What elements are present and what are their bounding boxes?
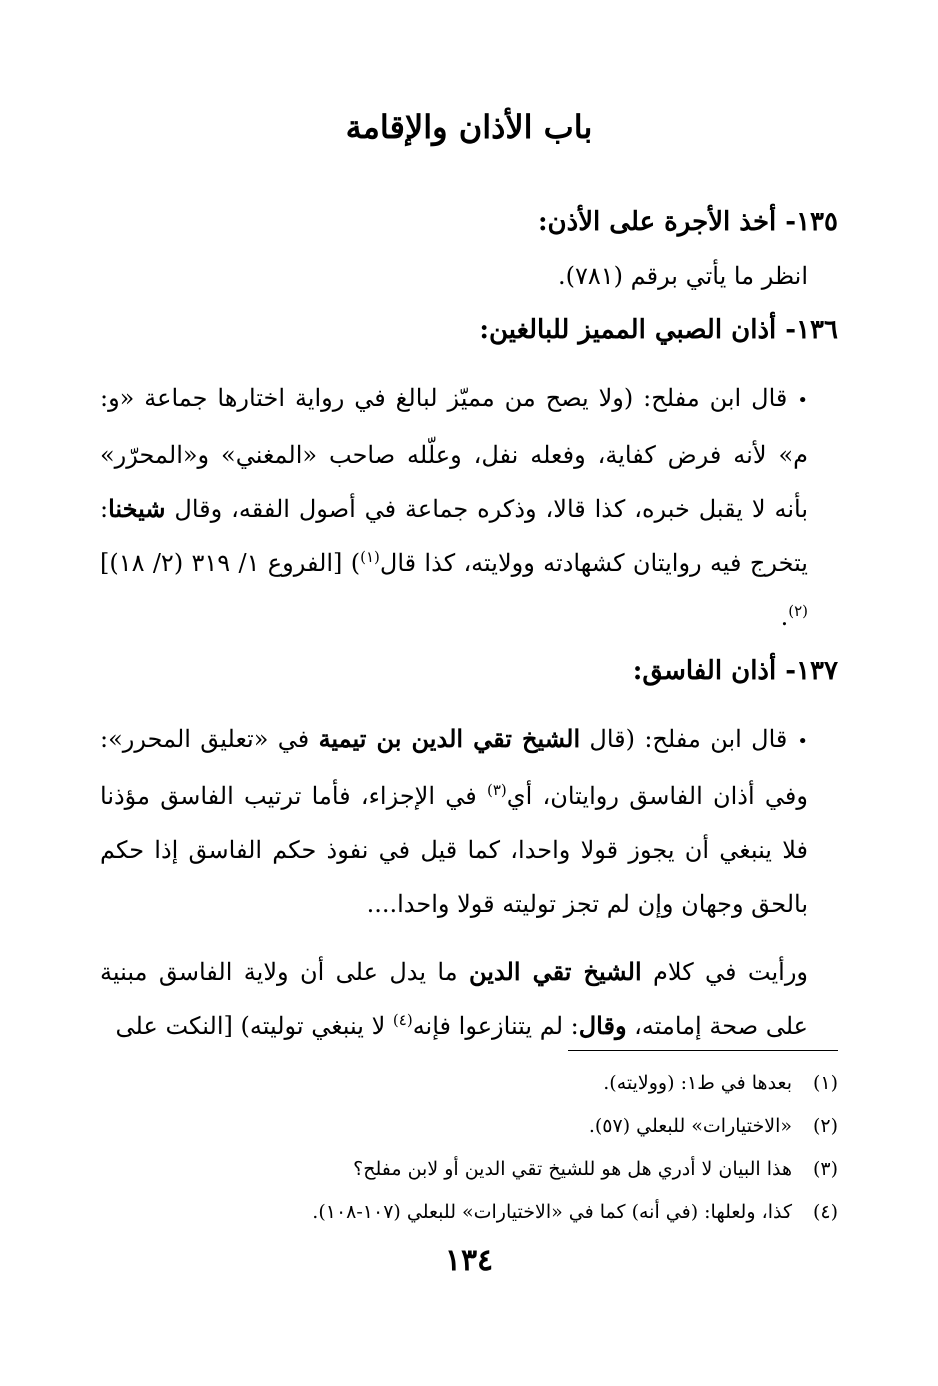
footnote-text: كذا، ولعلها: (في أنه) كما في «الاختيارات» للبعلي (١٠٧-١٠٨). <box>312 1201 792 1223</box>
footnote-item <box>100 1105 838 1148</box>
bold-term: وقال <box>578 1011 627 1040</box>
paragraph-text: ما يدل على أن ولاية الفاسق مبنية على صحة إمامته، <box>100 958 808 1040</box>
bold-term: شيخنا <box>108 494 166 523</box>
paragraph-text: قال ابن مفلح: (ولا يصح من مميّز لبالغ في رواية اختارها جماعة «و: م» لأنه فرض كفاية، وفعله نفل، وعلّله صاحب «المغني» و«المحرّر» بأنه لا يقبل خبره، كذا قالا، وذكره جماعة في أصول الفقه، وقال <box>100 384 808 523</box>
footnote-number: (٤) <box>812 1201 838 1223</box>
footnote-ref[interactable]: (٤) <box>392 1011 413 1029</box>
bold-term: الشيخ تقي الدين <box>468 957 642 986</box>
bold-term: الشيخ تقي الدين بن تيمية <box>318 724 581 753</box>
main-text <box>100 195 838 1053</box>
footnote-number: (٢) <box>812 1115 838 1137</box>
paragraph-text: : لم يتنازعوا فإنه <box>412 1012 579 1040</box>
paragraph-text: في «تعليق المحرر»: وفي أذان الفاسق روايتان، أي <box>100 725 808 810</box>
footnote-number: (٣) <box>812 1158 838 1180</box>
section-heading-137: ١٣٧- أذان الفاسق: <box>632 656 838 686</box>
paragraph-text: . <box>780 603 789 631</box>
footnote-item <box>100 1062 838 1105</box>
section-heading-135: ١٣٥- أخذ الأجرة على الأذن: <box>537 207 838 237</box>
section-heading-136: ١٣٦- أذان الصبي المميز للبالغين: <box>479 315 838 345</box>
footnote-ref[interactable]: (٣) <box>487 781 507 799</box>
footnote-divider <box>568 1050 838 1051</box>
section-paragraph-137-1 <box>100 712 838 931</box>
section-text-135: انظر ما يأتي برقم (٧٨١). <box>557 262 808 290</box>
section-paragraph-136 <box>100 371 838 644</box>
bullet-icon: • <box>797 390 808 411</box>
footnotes <box>100 1062 838 1234</box>
paragraph-text: ورأيت في كلام <box>641 958 808 986</box>
bullet-icon: • <box>797 731 808 752</box>
chapter-title: باب الأذان والإقامة <box>345 108 593 146</box>
paragraph-text: لا ينبغي توليته) [النكت على <box>115 1012 393 1040</box>
paragraph-text: قال ابن مفلح: (قال <box>580 725 788 753</box>
paragraph-text: : يتخرج فيه روايتان كشهادته وولايته، كذا قال <box>100 495 808 577</box>
footnote-text: هذا البيان لا أدري هل هو للشيخ تقي الدين أو لابن مفلح؟ <box>353 1158 792 1180</box>
footnote-ref[interactable]: (٢) <box>788 602 808 620</box>
footnote-ref[interactable]: (١) <box>360 548 380 566</box>
footnote-text: بعدها في ط١: (وولايته). <box>603 1072 792 1094</box>
footnote-number: (١) <box>812 1072 838 1094</box>
paragraph-text: ) [الفروع ١/ ٣١٩ (٢/ ١٨)] <box>100 549 361 577</box>
footnote-text: «الاختيارات» للبعلي (٥٧). <box>588 1115 792 1137</box>
footnote-item <box>100 1148 838 1191</box>
paragraph-text: في الإجزاء، فأما ترتيب الفاسق مؤذنا فلا ينبغي أن يجوز قولا واحدا، كما قيل في نفوذ حكم الفاسق إذا حكم بالحق وجهان وإن لم تجز توليته قولا واحدا.... <box>100 782 808 918</box>
page-number: ١٣٤ <box>444 1243 494 1278</box>
section-paragraph-137-2 <box>100 945 838 1053</box>
footnote-item <box>100 1191 838 1234</box>
